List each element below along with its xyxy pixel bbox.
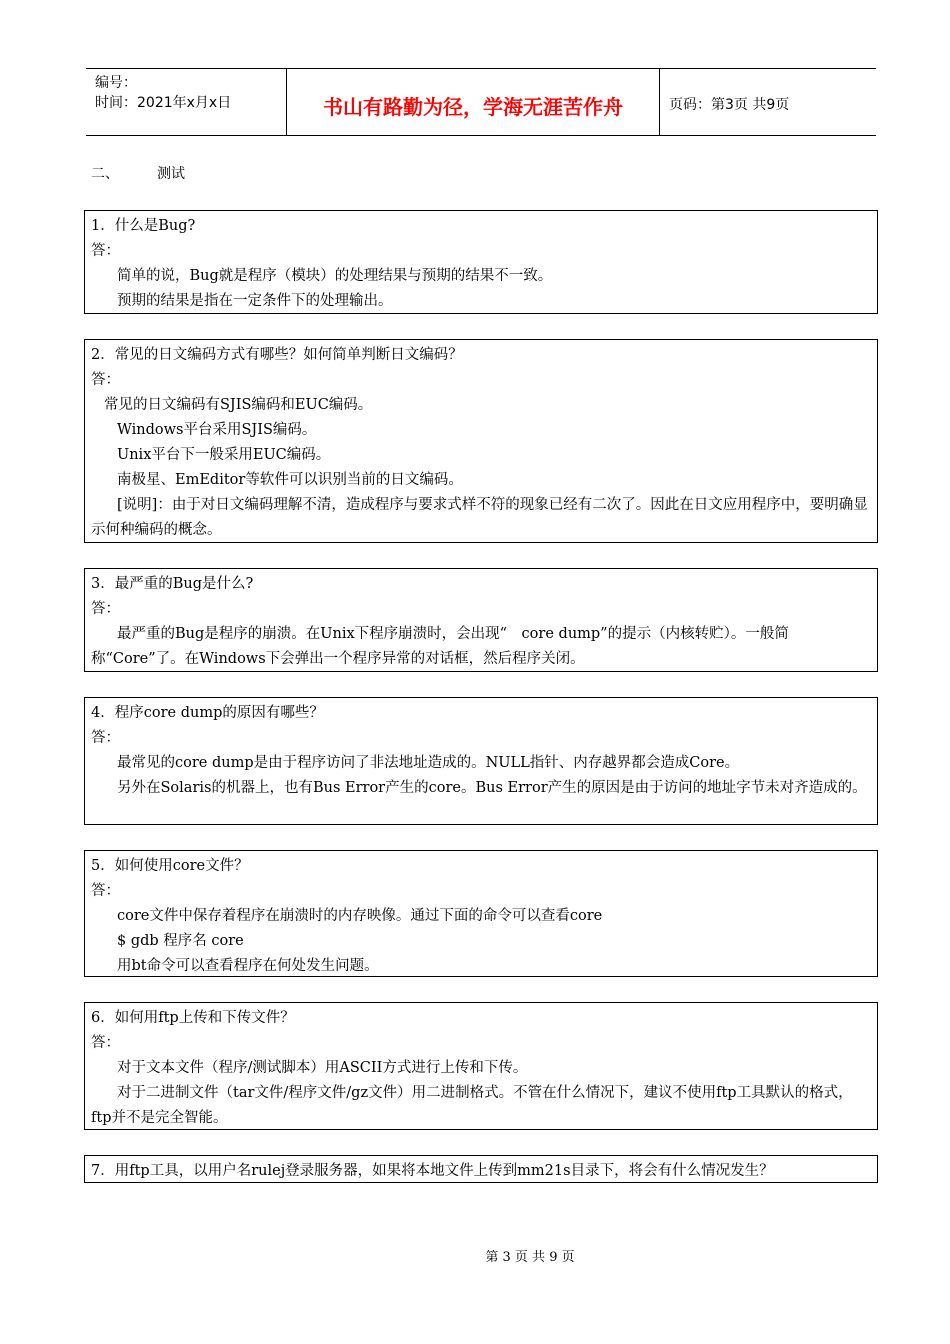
section-heading xyxy=(91,163,185,183)
answer-line: $ gdb 程序名 core xyxy=(117,933,244,949)
page-header xyxy=(86,68,876,136)
question: 6．如何用ftp上传和下传文件？ xyxy=(91,1010,295,1026)
qa-box-3 xyxy=(84,568,878,672)
answer-line: 对于二进制文件（tar文件/程序文件/gz文件）用二进制格式。不管在什么情况下，建议不使用ftp工具默认的格式，ftp并不是完全智能。 xyxy=(91,1085,853,1126)
answer-line: 用bt命令可以查看程序在何处发生问题。 xyxy=(117,958,379,974)
answer-label: 答： xyxy=(91,1035,120,1051)
answer-line: 预期的结果是指在一定条件下的处理输出。 xyxy=(117,293,393,309)
answer-line: Unix平台下一般采用EUC编码。 xyxy=(117,447,331,463)
question: 7．用ftp工具，以用户名rulej登录服务器，如果将本地文件上传到mm21s目录下，将会有什么情况发生？ xyxy=(91,1163,774,1179)
qa-box-7 xyxy=(84,1155,878,1183)
answer-label: 答： xyxy=(91,601,120,617)
answer-label: 答： xyxy=(91,730,120,746)
qa-box-5 xyxy=(84,850,878,977)
qa-box-1 xyxy=(84,210,878,314)
answer-line: 常见的日文编码有SJIS编码和EUC编码。 xyxy=(104,397,373,413)
answer-line: 南极星、EmEditor等软件可以识别当前的日文编码。 xyxy=(117,472,463,488)
answer-line: core文件中保存着程序在崩溃时的内存映像。通过下面的命令可以查看core xyxy=(117,908,603,924)
answer-line: 最严重的Bug是程序的崩溃。在Unix下程序崩溃时，会出现“ core dump”的提示（内核转贮）。一般简称“Core”了。在Windows下会弹出一个程序异常的对话框，然后程序关闭。 xyxy=(91,626,789,667)
answer-line: 简单的说，Bug就是程序（模块）的处理结果与预期的结果不一致。 xyxy=(117,268,553,284)
header-meta xyxy=(86,69,287,135)
qa-box-6 xyxy=(84,1002,878,1130)
answer-line: [说明]：由于对日文编码理解不清，造成程序与要求式样不符的现象已经有二次了。因此在日文应用程序中，要明确显示何种编码的概念。 xyxy=(91,497,868,538)
question: 2．常见的日文编码方式有哪些？如何简单判断日文编码？ xyxy=(91,347,463,363)
answer-line: Windows平台采用SJIS编码。 xyxy=(117,422,317,438)
section-number: 二、 xyxy=(91,166,119,182)
question: 1．什么是Bug? xyxy=(91,218,196,234)
header-motto: 书山有路勤为径，学海无涯苦作舟 xyxy=(287,69,660,135)
answer-line: 对于文本文件（程序/测试脚本）用ASCII方式进行上传和下传。 xyxy=(117,1060,528,1076)
question: 3．最严重的Bug是什么? xyxy=(91,576,254,592)
answer-line: 最常见的core dump是由于程序访问了非法地址造成的。NULL指针、内存越界都会造成Core。 xyxy=(117,755,740,771)
question: 5．如何使用core文件？ xyxy=(91,858,249,874)
header-page-label: 页码：第3页 共9页 xyxy=(669,97,790,113)
page-footer: 第 3 页 共 9 页 xyxy=(485,1250,575,1265)
answer-label: 答： xyxy=(91,243,120,259)
answer-label: 答： xyxy=(91,372,120,388)
question: 4．程序core dump的原因有哪些？ xyxy=(91,705,324,721)
section-title: 测试 xyxy=(157,166,185,182)
qa-box-2 xyxy=(84,339,878,543)
answer-label: 答： xyxy=(91,883,120,899)
qa-box-4 xyxy=(84,697,878,825)
time-label: 时间：2021年x月x日 xyxy=(95,95,232,111)
answer-line: 另外在Solaris的机器上，也有Bus Error产生的core。Bus Error产生的原因是由于访问的地址字节未对齐造成的。 xyxy=(117,780,867,796)
number-label: 编号： xyxy=(95,75,137,91)
